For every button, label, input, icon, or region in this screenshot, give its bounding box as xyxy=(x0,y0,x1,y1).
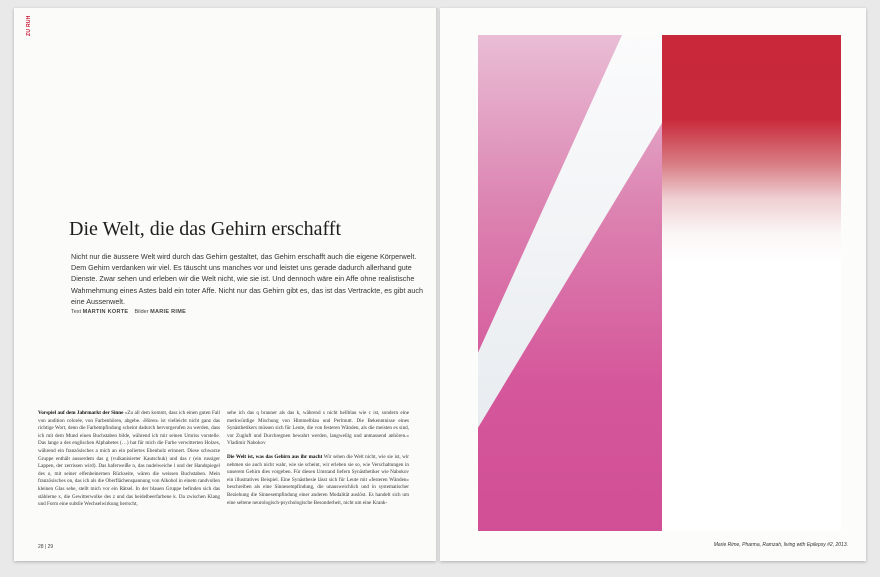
red-white-panel xyxy=(662,35,841,531)
subheading-2: Die Welt ist, was das Gehirn aus ihr macht xyxy=(227,453,323,460)
article-lead: Nicht nur die äussere Welt wird durch das Gehirn gestaltet, das Gehirn erschafft auch die eigene Körperwelt. Dem Gehirn verdanken wir viel. Es täuscht uns manches vor und leistet uns gerade dadurch allerhand gute Dienste. Zwar sehen und erleben wir die Welt nicht, wie sie ist. Und dennoch wäre ein Affe ohne realistische Wahrnehmung eines Astes bald ein toter Affe. Nicht nur das Gehirn gibt es, das ist das Vertrackte, es gibt auch eine Aussenwelt. xyxy=(71,252,423,306)
right-page xyxy=(440,8,866,561)
article-credits xyxy=(71,309,186,315)
credit-author: MARTIN KORTE xyxy=(82,309,129,315)
artwork-photo xyxy=(478,35,841,531)
subheading-1: Vorspiel auf dem Jahrmarkt der Sinne xyxy=(38,410,124,416)
section-rubric: ZU RUH xyxy=(26,15,32,36)
credit-text-label: Text xyxy=(71,309,82,315)
body-text-2a: sehe ich das q brauner als das k, während s nicht hellblau wie c ist, sondern eine merkwürdige Mischung von Himmelblau und Perlmutt. Die Bekenntnisse eines Synästhetikers müssen sich für Leute, die von festeren Wänden, als die meisten es sind, vor Zugluft und Durchregnen bewahrt werden, langweilig und anmassend anhören.» Vladimir Nabokov xyxy=(227,410,409,447)
article-title: Die Welt, die das Gehirn erschafft xyxy=(69,218,342,240)
body-text-2b: Wir sehen die Welt nicht, wie sie ist, wir nehmen sie auch nicht wahr, wie sie scheint, wir erleben sie so, wie Verschaltungen in unserem Gehirn dies vorgeben. Für diesen Umstand liefern Synästhetiker wie Nabokov ein illustratives Beispiel. Eine Synästhesie lässt sich für Leute mit «festeren Wänden» beschreiben als eine Sinnesempfindung, die unausweichlich und in systematischer Beziehung die Sinnesempfindung einer anderen Modalität auslöst. Es handelt sich um eine seltene neurologisch-psychologische Besonderheit, nicht um eine Krank- xyxy=(227,453,409,506)
credit-photographer: MARIE RIME xyxy=(150,309,187,315)
page-folio: 28 | 29 xyxy=(38,544,54,550)
photo-caption: Marie Rime, Pharma, Ramzah, living with Epilepsy #2, 2013. xyxy=(713,542,848,548)
body-text-1: «Zu all dem kommt, dass ich einen guten Fall von audition colorée, von Farbenhören, abgebe. ‹Hören› ist vielleicht nicht ganz das richtige Wort, denn die Farbempfindung scheint dadurch hervorgerufen zu werden, dass ich mit dem Mund einen Buchstaben bilde, während ich mir seinen Umriss vorstelle. Das lange a des englischen Alphabetes (…) hat für mich die Farbe verwitterten Holzes, während ein französisches a mich an ein poliertes Ebenholz erinnert. Diese schwarze Gruppe enthält ausserdem das g (vulkanisierter Kautschuk) und das r (ein russiger Lappen, der zerrissen wird). Das haferweiße n, das nudelweiche l und der Handspiegel des o, mit seiner elfenbeinernen Rückseite, wären die weissen Buchstaben. Mein französisches on, das ich als die Oberflächenspannung von Alkohol in einem randvollen kleinen Glas sehe, stellt mich vor ein Rätsel. In der blauen Gruppe befinden sich das stählerne x, die Gewitterwolke des z und das heidelbeerfarbene k. Da zwischen Klang und Form eine subtile Wechselwirkung herrscht, xyxy=(38,410,220,508)
body-column-1 xyxy=(38,410,220,509)
body-column-2 xyxy=(227,410,409,507)
left-page xyxy=(14,8,436,561)
credit-images-label: Bilder xyxy=(134,309,149,315)
